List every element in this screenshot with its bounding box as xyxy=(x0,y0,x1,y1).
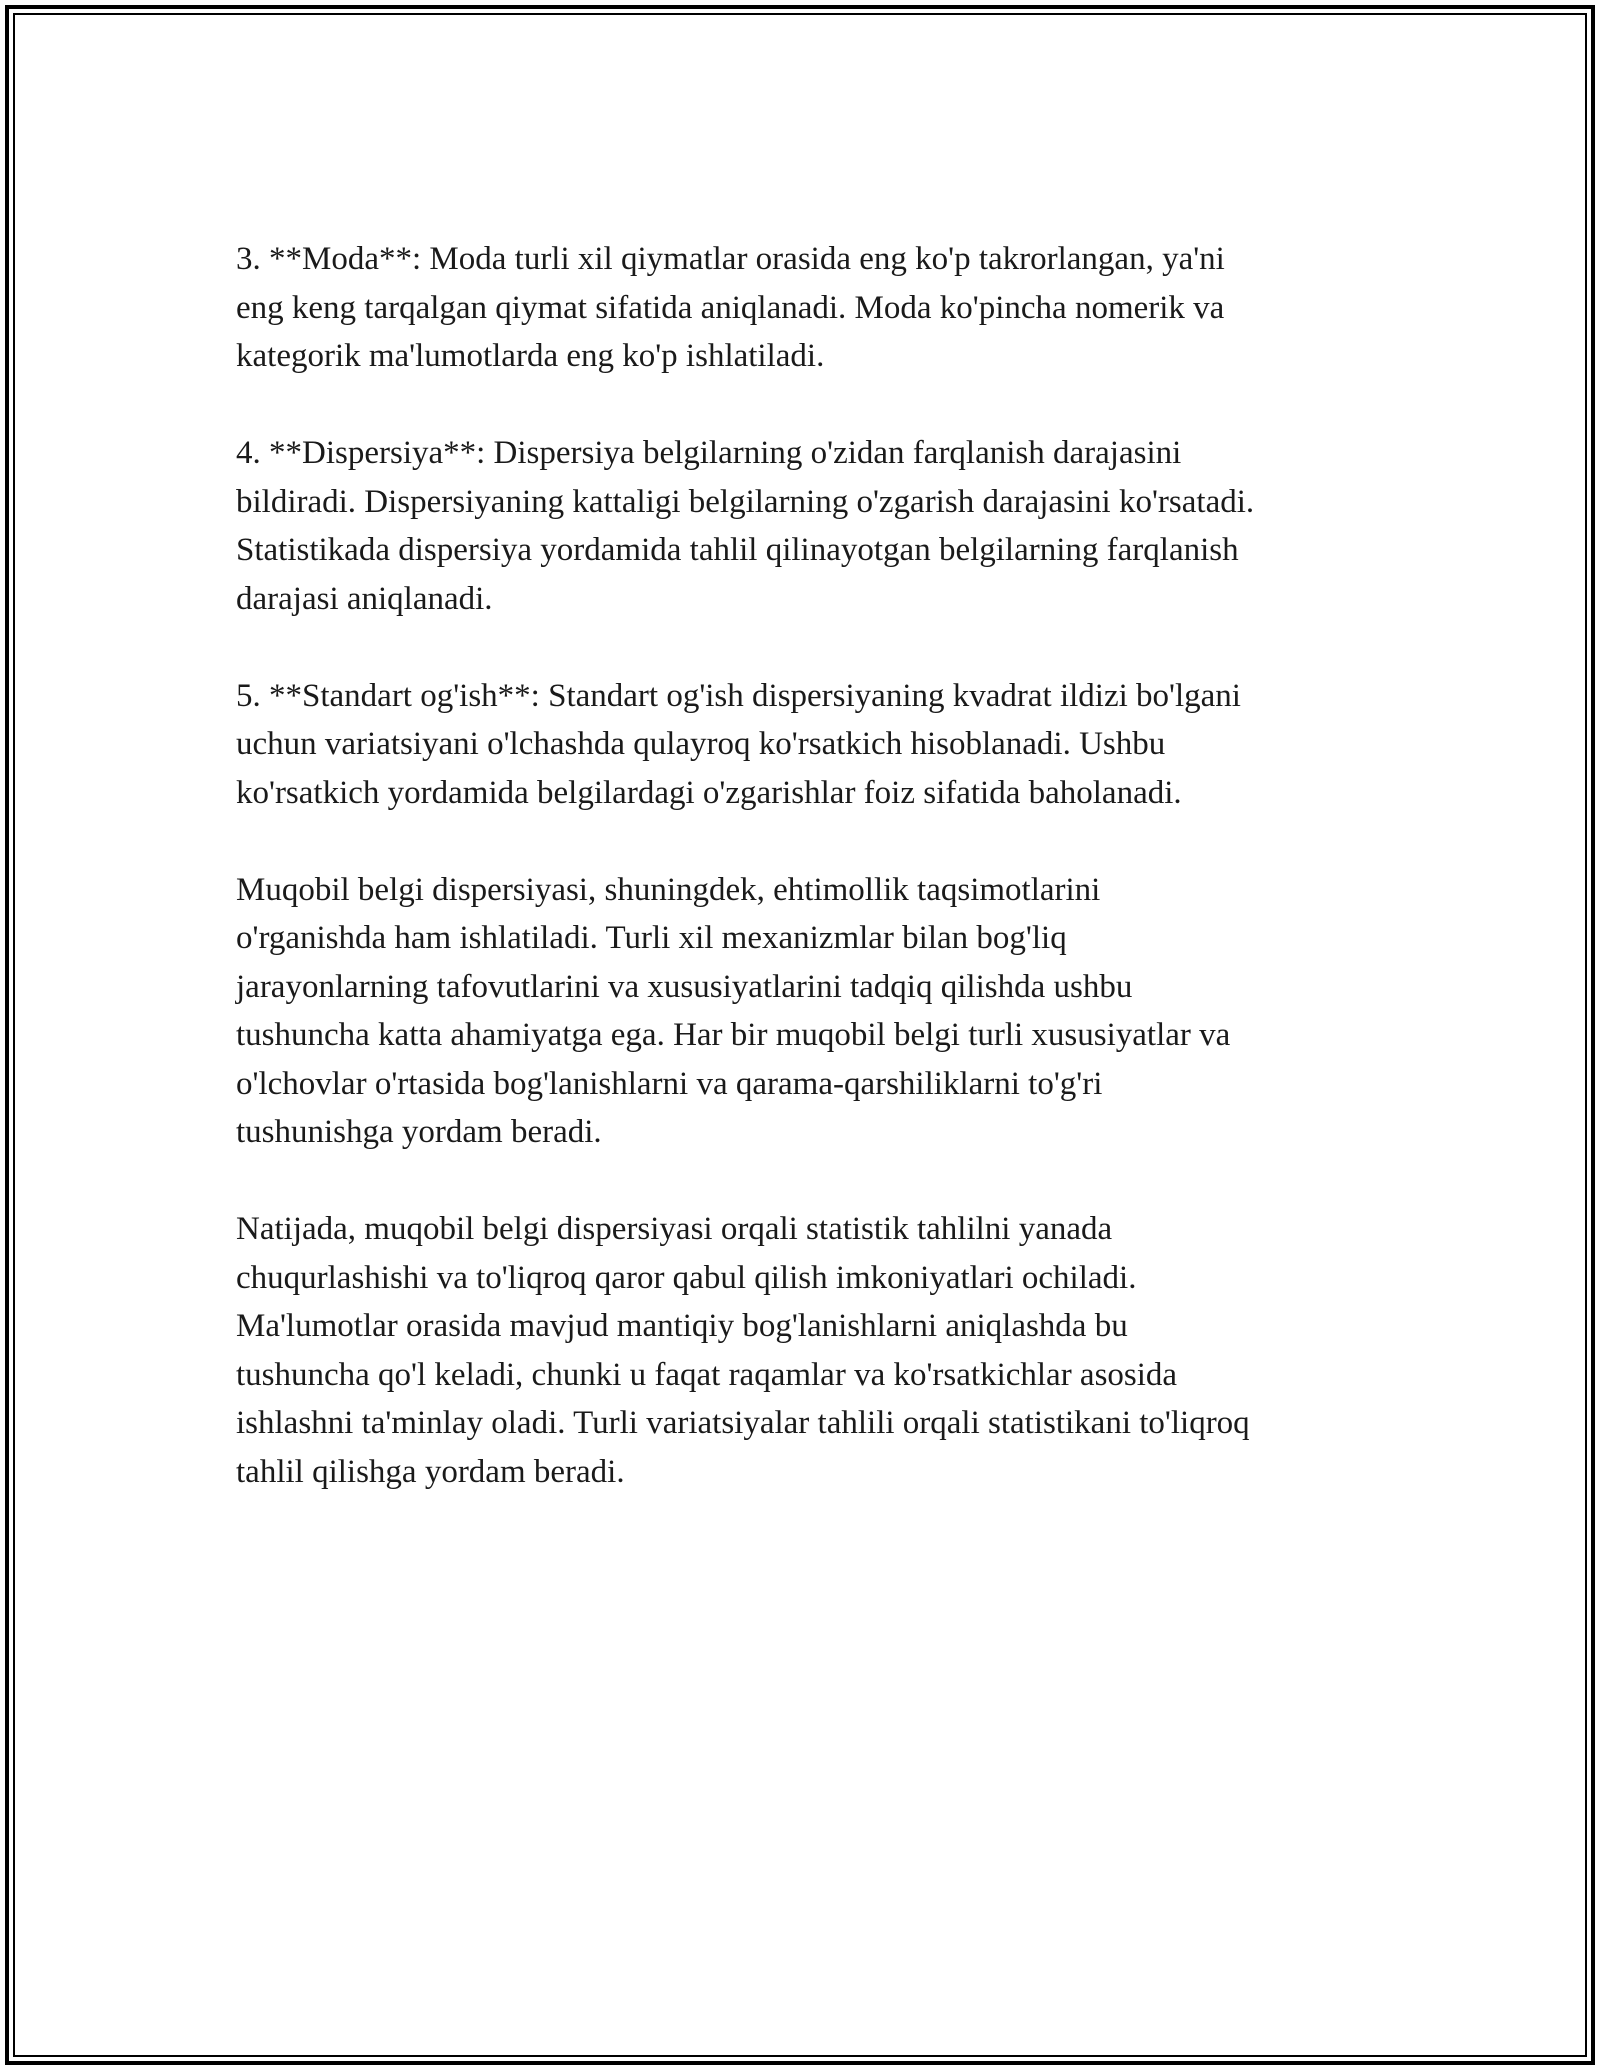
document-body xyxy=(236,235,1376,1545)
paragraph-natijada: Natijada, muqobil belgi dispersiyasi orqali statistik tahlilni yanada chuqurlashishi va to'liqroq qaror qabul qilish imkoniyatlari ochiladi. Ma'lumotlar orasida mavjud mantiqiy bog'lanishlarni aniqlashda bu tushuncha qo'l keladi, chunki u faqat raqamlar va ko'rsatkichlar asosida ishlashni ta'minlay oladi. Turli variatsiyalar tahlili orqali statistikani to'liqroq tahlil qilishga yordam beradi. xyxy=(236,1211,1250,1490)
paragraph-standart-ogish: 5. **Standart og'ish**: Standart og'ish dispersiyaning kvadrat ildizi bo'lgani uchun variatsiyani o'lchashda qulayroq ko'rsatkich hisoblanadi. Ushbu ko'rsatkich yordamida belgilardagi o'zgarishlar foiz sifatida baholanadi. xyxy=(236,677,1241,811)
paragraph-muqobil-belgi: Muqobil belgi dispersiyasi, shuningdek, ehtimollik taqsimotlarini o'rganishda ham ishlatiladi. Turli xil mexanizmlar bilan bog'liq jarayonlarning tafovutlarini va xususiyatlarini tadqiq qilishda ushbu tushuncha katta ahamiyatga ega. Har bir muqobil belgi turli xususiyatlar va o'lchovlar o'rtasida bog'lanishlarni va qarama-qarshiliklarni to'g'ri tushunishga yordam beradi. xyxy=(236,871,1231,1150)
paragraph-dispersiya: 4. **Dispersiya**: Dispersiya belgilarning o'zidan farqlanish darajasini bildiradi. Dispersiyaning kattaligi belgilarning o'zgarish darajasini ko'rsatadi. Statistikada dispersiya yordamida tahlil qilinayotgan belgilarning farqlanish darajasi aniqlanadi. xyxy=(236,435,1255,617)
paragraph-moda: 3. **Moda**: Moda turli xil qiymatlar orasida eng ko'p takrorlangan, ya'ni eng keng tarqalgan qiymat sifatida aniqlanadi. Moda ko'pincha nomerik va kategorik ma'lumotlarda eng ko'p ishlatiladi. xyxy=(236,241,1225,374)
